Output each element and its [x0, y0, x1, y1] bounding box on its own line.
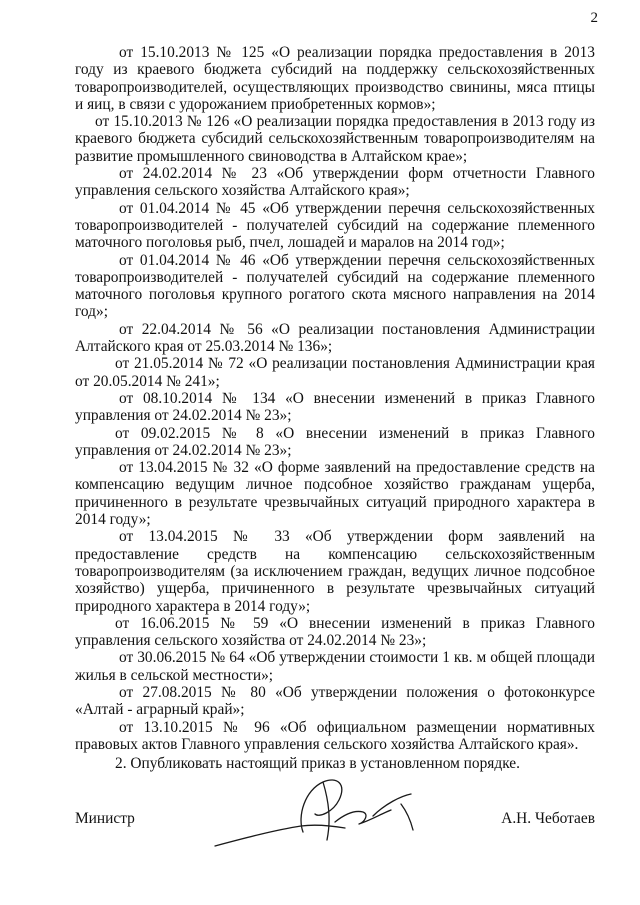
- list-item: от 13.04.2015 № 33 «Об утверждении форм заявлений на предоставление средств на компенсацию сельскохозяйственным товаропроизводителям (за исключением граждан, ведущих личное подсобное хозяйство) ущерба, причиненного в результате чрезвычайных ситуаций природного характера в 2014 году»;: [75, 528, 595, 615]
- list-item: от 27.08.2015 № 80 «Об утверждении положения о фотоконкурсе «Алтай - аграрный край»;: [75, 683, 595, 719]
- list-item: от 01.04.2014 № 46 «Об утверждении перечня сельскохозяйственных товаропроизводителей - получателей субсидий на содержание племенного маточного поголовья крупного рогатого скота мясного направления на 2014 год»;: [75, 251, 595, 321]
- list-item: от 08.10.2014 № 134 «О внесении изменений в приказ Главного управления от 24.02.2014 № 23»;: [75, 389, 595, 425]
- list-item: от 13.10.2015 № 96 «Об официальном размещении нормативных правовых актов Главного управления сельского хозяйства Алтайского края».: [75, 718, 595, 753]
- list-item: от 15.10.2013 № 125 «О реализации порядка предоставления в 2013 году из краевого бюджета субсидий на поддержку сельскохозяйственных товаропроизводителей, осуществляющих производство свинины, мяса птицы и яиц, в связи с удорожанием приобретенных кормов»;: [75, 44, 595, 113]
- handwritten-signature: [205, 768, 435, 858]
- signatory-name: А.Н. Чеботаев: [501, 810, 595, 827]
- list-item: от 15.10.2013 № 126 «О реализации порядка предоставления в 2013 году из краевого бюджета субсидий сельскохозяйственным товаропроизводителям на развитие промышленного свиноводства в Алтайском крае»;: [75, 113, 595, 165]
- list-item: от 16.06.2015 № 59 «О внесении изменений в приказ Главного управления сельского хозяйства от 24.02.2014 № 23»;: [75, 614, 595, 650]
- list-item: от 01.04.2014 № 45 «Об утверждении перечня сельскохозяйственных товаропроизводителей - получателей субсидий на содержание племенного маточного поголовья рыб, пчел, лошадей и маралов на 2014 год»;: [75, 199, 595, 252]
- signature-block: [75, 808, 595, 848]
- list-item: от 21.05.2014 № 72 «О реализации постановления Администрации края от 20.05.2014 № 241»;: [75, 355, 595, 390]
- document-body: [75, 44, 595, 772]
- page-number: 2: [590, 10, 598, 26]
- list-item: от 24.02.2014 № 23 «Об утверждении форм отчетности Главного управления сельского хозяйства Алтайского края»;: [75, 165, 595, 200]
- signatory-title: Министр: [75, 810, 135, 827]
- final-instruction: 2. Опубликовать настоящий приказ в установленном порядке.: [115, 755, 520, 773]
- list-item: от 09.02.2015 № 8 «О внесении изменений в приказ Главного управления от 24.02.2014 № 23»;: [75, 424, 595, 459]
- list-item: от 30.06.2015 № 64 «Об утверждении стоимости 1 кв. м общей площади жилья в сельской местности»;: [75, 649, 595, 684]
- list-item: от 13.04.2015 № 32 «О форме заявлений на предоставление средств на компенсацию ведущим личное подсобное хозяйство гражданам ущерба, причиненного в результате чрезвычайных ситуаций природного характера в 2014 году»;: [75, 459, 595, 529]
- list-item: от 22.04.2014 № 56 «О реализации постановления Администрации Алтайского края от 25.03.2014 № 136»;: [75, 320, 595, 356]
